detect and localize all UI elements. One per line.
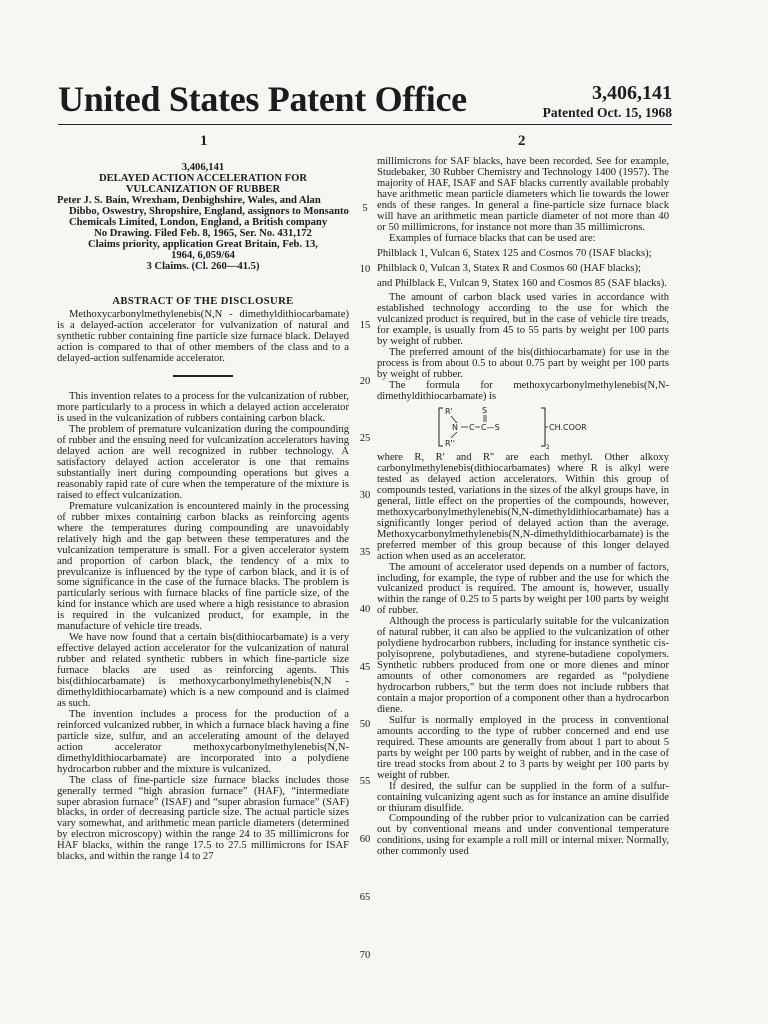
formula-n: N [452,423,458,433]
line-number: 50 [359,719,371,730]
paragraph: The formula for methoxycarbonylmethylenebis(N,N-dimethyldithiocarbamate) is [377,380,669,403]
doc-number: 3,406,141 [181,162,225,173]
formula-r-top: R' [445,407,453,417]
paragraph: Compounding of the rubber prior to vulcanization can be carried out by conventional means and under conventional temperature conditions, using for example a roll mill or internal mixer. Normally, other commonly used [377,813,669,858]
line-number: 10 [359,264,371,275]
chemical-formula [377,405,669,449]
filing-info: No Drawing. Filed Feb. 8, 1965, Ser. No. 431,172 [94,227,312,239]
abstract-title: ABSTRACT OF THE DISCLOSURE [112,295,294,307]
paragraph: The preferred amount of the bis(dithiocarbamate) for use in the process is from about 0.5 to about 0.75 part by weight per 100 parts by weight of rubber. [377,347,669,381]
patent-number: 3,406,141 [592,82,672,104]
line-number: 60 [359,834,371,845]
formula-chain: C—S [481,423,500,433]
formula-s-top: S [482,406,488,416]
formula-subscript: 2 [546,444,550,450]
example-item: Philblack 1, Vulcan 6, Statex 125 and Cosmos 70 (ISAF blacks); [377,247,652,259]
priority-claim: Claims priority, application Great Britain, Feb. 13, 1964, 6,059/64 [88,238,318,261]
line-number: 5 [362,203,368,214]
paragraph: Premature vulcanization is encountered mainly in the processing of rubber mixes containing carbon blacks as reinforcing agents where the temperatures during compounding are unavoidably relatively high and the gap between these temperatures and the vulcanization temperature is small. For a given accelerator system and proportion of carbon black, the tendency of a mix to prevulcanize is influenced by the type of carbon black, and it is of some significance in the case of the furnace blacks. The problem is particularly serious with furnace blacks of fine particle size, of the kind for instance which are used where a high resistance to abrasion is required in the vulcanized product, for example, in the manufacture of vehicle tire treads. [57,500,349,633]
line-number: 35 [359,547,371,558]
paragraph: The amount of carbon black used varies in accordance with established technology according to the use for which the vulcanized product is required, but in the case of vehicle tire treads, for example, is usually from 45 to 55 parts by weight per 100 parts by weight of rubber. [377,292,669,348]
paragraph: The amount of accelerator used depends on a number of factors, including, for example, the type of rubber and the use for which the vulcanized product is required. The amount is, however, usually within the range of 0.25 to 5 parts by weight per 100 parts by weight of rubber. [377,561,669,617]
line-number: 30 [359,490,371,501]
paragraph: Examples of furnace blacks that can be used are: [389,232,596,244]
line-number: 20 [359,376,371,387]
office-heading: United States Patent Office [58,79,467,119]
line-number: 45 [359,662,371,673]
left-column [57,163,349,863]
claims-info: 3 Claims. (Cl. 260—41.5) [146,260,260,272]
line-number: 55 [359,776,371,787]
paragraph: The class of fine-particle size furnace blacks includes those generally termed “high abrasion furnace” (HAF), “intermediate super abrasion furnace” (ISAF) and “super abrasion furnace” (SAF) blacks, in order of decreasing particle size. The actual particle sizes vary somewhat, and arithmetic mean particle diameters (determined by electron microscopy) within the range 24 to 35 millimicrons for HAF blacks, within the range 17.5 to 27.5 millimicrons for ISAF blacks, and within the range 14 to 27 [57,774,349,863]
column-number-1: 1 [200,133,208,149]
paragraph: The problem of premature vulcanization during the compounding of rubber and the ensuing need for vulcanization accelerators having delayed action are well recognized in rubber technology. A satisfactory delayed action accelerator is one that remains substantially inert during compounding operations but gives a reasonably rapid rate of cure when the temperature of the mixture is raised to effect vulcanization. [57,424,349,501]
paragraph: If desired, the sulfur can be supplied in the form of a sulfur-containing vulcanizing agent such as for instance an amine disulfide or thiuram disulfide. [377,780,669,814]
formula-c: C [469,423,475,433]
patent-date: Patented Oct. 15, 1968 [542,105,672,120]
line-number: 25 [359,433,371,444]
doc-title: DELAYED ACTION ACCELERATION FOR VULCANIZATION OF RUBBER [98,172,308,195]
abstract-text: Methoxycarbonylmethylenebis(N,N - dimethyldithiocarbamate) is a delayed-action accelerator for vulvanization of natural and synthetic rubber containing fine particle size furnace black. Delayed action is compared to that of other members of the class and to a delayed-action sulfenamide accelerator. [57,309,349,365]
inventors: Peter J. S. Bain, Wrexham, Denbighshire, Wales, and Alan Dibbo, Oswestry, Shropshire, England, assignors to Monsanto Chemicals Limited, London, England, a British company [57,194,349,228]
paragraph: Although the process is particularly suitable for the vulcanization of natural rubber, it can also be applied to the vulcanization of other polydiene hydrocarbon rubbers, including for instance synthetic cis-polyisoprene, polybutadienes, and styrene-butadiene copolymers. Synthetic rubbers produced from one or more dienes and minor amounts of other comonomers are regarded as “polydiene hydrocarbon rubbers,” but the term does not include rubbers that contain a major proportion of a component other than a hydrocarbon diene. [377,616,669,715]
line-number: 70 [359,950,371,961]
header-rule [58,124,672,125]
paragraph: where R, R' and R'' are each methyl. Other alkoxy carbonylmethylenebis(dithiocarbamates) where R is alkyl were tested as delayed action accelerators. Within this group of compounds tested, variations in the sizes of the alkyl groups have, in general, little effect on the properties of the compounds, however, methoxycarbonylmethylenebis(N,N-dimethyldithiocarbamate) has a significantly longer period of delayed action than the average. Methoxycarbonylmethylenebis(N,N-dimethyldithiocarbamate) is the preferred member of this group because of this longer delayed action when used as an accelerator. [377,452,669,562]
line-number: 65 [359,892,371,903]
example-item: and Philblack E, Vulcan 9, Statex 160 and Cosmos 85 (SAF blacks). [377,277,667,289]
right-column [377,157,669,858]
paragraph: The invention includes a process for the production of a reinforced vulcanized rubber, in which a furnace black having a fine particle size, sulfur, and an accelerating amount of the delayed action accelerator methoxycarbonylmethylenebis(N,N-dimethyldithiocarbamate) are incorporated into a polydiene hydrocarbon rubber and the mixture is vulcanized. [57,708,349,775]
paragraph: This invention relates to a process for the vulcanization of rubber, more particularly to a process in which a delayed action accelerator is used in the vulcanization of rubbers containing carbon black. [57,391,349,425]
paragraph: millimicrons for SAF blacks, have been recorded. See for example, Studebaker, 30 Rubber Chemistry and Technology 1400 (1957). The majority of HAF, ISAF and SAF blacks currently available probably have arithmetic mean particle diameters which lie towards the lower ends of these ranges. In general a fine-particle size furnace black will have an arithmetic mean particle diameter of not more than 40 or 50 millimicrons, for instance not more than 35 millimicrons. [377,156,669,233]
formula-diagram [437,405,637,449]
formula-r-bottom: R'' [445,439,455,449]
formula-tail: CH.COOR [549,423,587,433]
column-number-2: 2 [518,133,526,149]
line-number: 15 [359,320,371,331]
paragraph: We have now found that a certain bis(dithiocarbamate) is a very effective delayed action accelerator for the vulcanization of natural rubber and related synthetic rubbers in which fine-particle size furnace blacks are used as reinforcing agents. This bis(dithiocarbamate) is methoxycarbonylmethylenebis(N,N - dimethyldithiocarbamate) which is a new compound and is claimed as such. [57,632,349,709]
separator-rule [173,375,233,377]
example-item: Philblack 0, Vulcan 3, Statex R and Cosmos 60 (HAF blacks); [377,262,641,274]
paragraph: Sulfur is normally employed in the process in conventional amounts according to the type of rubber concerned and end use required. These amounts are generally from about 1 part to about 5 parts by weight per 100 parts by weight of rubber, and in the case of tire tread stocks from about 2 to 3 parts by weight per 100 parts by weight of rubber. [377,714,669,781]
line-number: 40 [359,604,371,615]
